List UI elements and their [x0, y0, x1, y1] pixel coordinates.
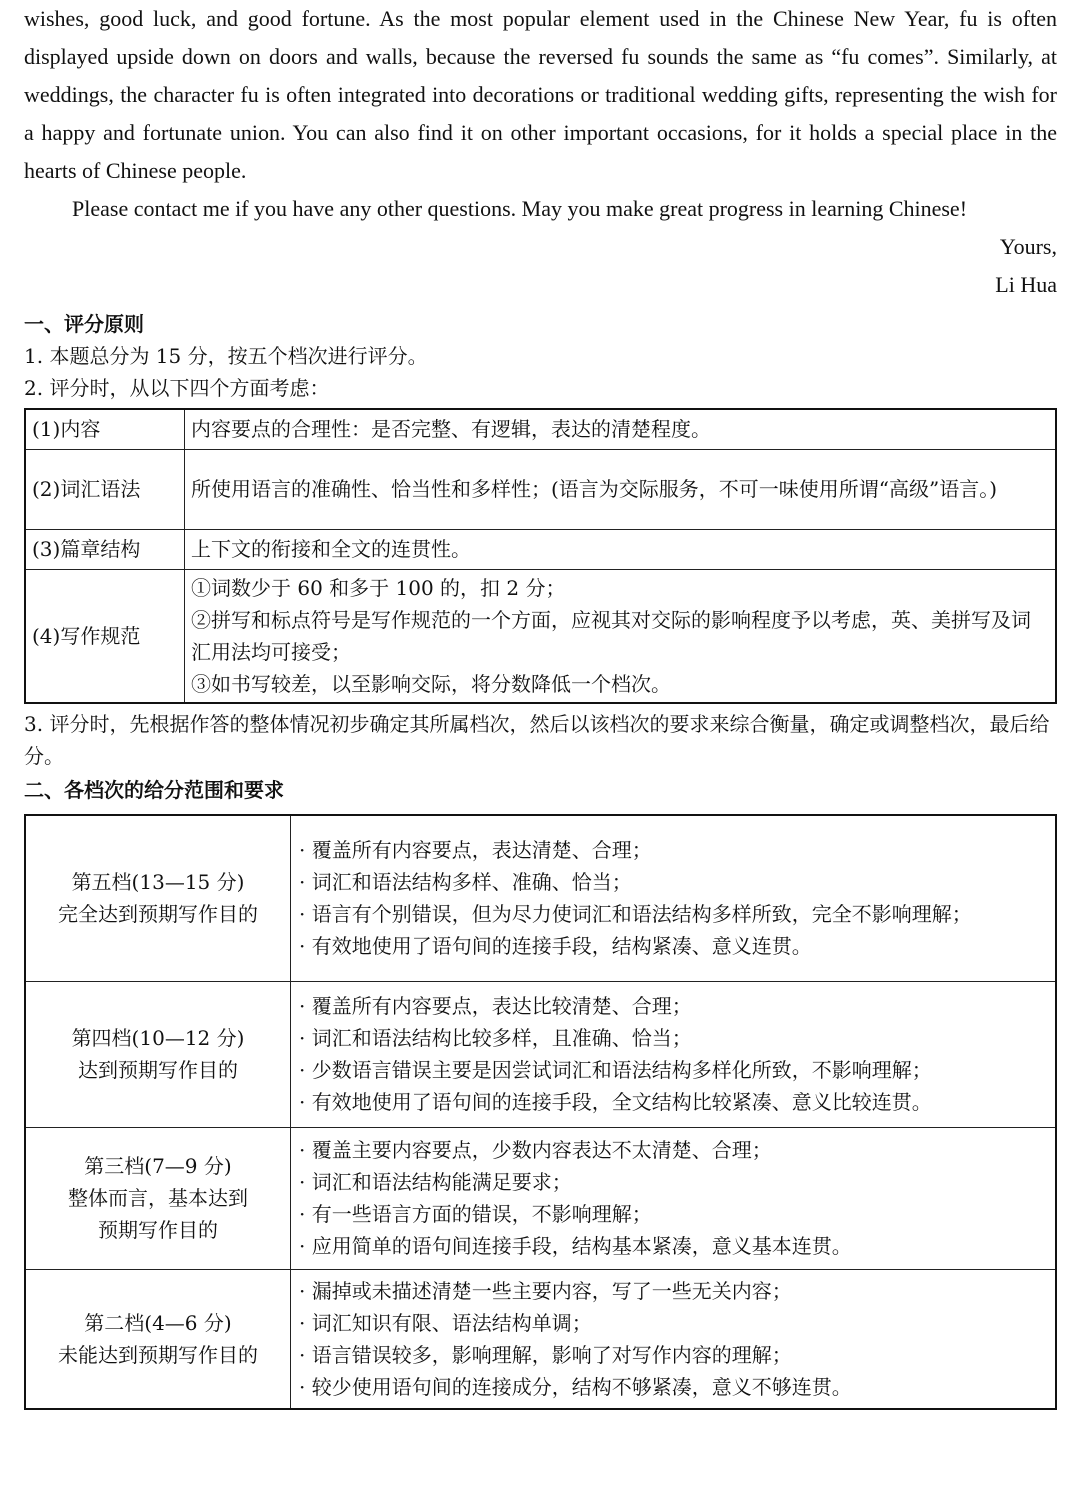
letter-signature: Li Hua — [995, 272, 1057, 297]
level-points — [291, 981, 1057, 1127]
level-point: · 语言错误较多，影响理解，影响了对写作内容的理解； — [299, 1342, 792, 1367]
level-point: · 词汇和语法结构能满足要求； — [299, 1170, 572, 1194]
criteria-line: 上下文的衔接和全文的连贯性。 — [191, 537, 471, 561]
score-levels-table — [24, 814, 1057, 1410]
criteria-value — [185, 569, 1057, 703]
principle-line-2: 2. 评分时，从以下四个方面考虑： — [24, 376, 330, 400]
level-title-line: 完全达到预期写作目的 — [58, 902, 258, 927]
level-point: · 少数语言错误主要是因尝试词汇和语法结构多样化所致，不影响理解； — [299, 1058, 932, 1082]
level-point: · 词汇和语法结构多样、准确、恰当； — [299, 870, 632, 895]
letter-closing: Yours, — [999, 234, 1057, 259]
letter-paragraph-1: wishes, good luck, and good fortune. As the most popular element used in the Chinese New Year, fu is often displayed upside down on doors and walls, because the reversed fu sounds the same as “fu comes”. Similarly, at weddings, the character fu is often integrated into decorations or traditional wedding gifts, representing the wish for a happy and fortunate union. You can also find it on other important occasions, for it holds a special place in the hearts of Chinese people. — [24, 6, 1057, 183]
criteria-line: ③如书写较差，以至影响交际，将分数降低一个档次。 — [191, 671, 671, 696]
criteria-line: ①词数少于 60 和多于 100 的，扣 2 分； — [191, 575, 566, 600]
document-page — [24, 0, 1057, 1410]
level-title-line: 第三档(7—9 分) — [84, 1154, 232, 1178]
table-row — [25, 409, 1056, 449]
level-point: · 较少使用语句间的连接成分，结构不够紧凑，意义不够连贯。 — [299, 1374, 852, 1399]
letter-paragraph-2: Please contact me if you have any other questions. May you make great progress in learning Chinese! — [72, 196, 968, 221]
criteria-table — [24, 408, 1057, 704]
level-points — [291, 1269, 1057, 1409]
criteria-value — [185, 409, 1057, 449]
level-point: · 词汇知识有限、语法结构单调； — [299, 1310, 592, 1335]
table-row — [25, 449, 1056, 529]
level-title-line: 第五档(13—15 分) — [71, 870, 245, 895]
criteria-value — [185, 529, 1057, 569]
level-point: · 词汇和语法结构比较多样，且准确、恰当； — [299, 1026, 692, 1050]
level-points — [291, 1127, 1057, 1269]
level-title — [25, 1127, 291, 1269]
table-row — [25, 569, 1056, 703]
level-title-line: 第二档(4—6 分) — [84, 1310, 232, 1335]
level-point: · 语言有个别错误，但为尽力使词汇和语法结构多样所致，完全不影响理解； — [299, 902, 972, 927]
table-row — [25, 1269, 1056, 1409]
criteria-line: 内容要点的合理性：是否完整、有逻辑，表达的清楚程度。 — [191, 417, 711, 442]
level-point: · 有效地使用了语句间的连接手段，全文结构比较紧凑、意义比较连贯。 — [299, 1090, 932, 1114]
level-point: · 有一些语言方面的错误，不影响理解； — [299, 1202, 652, 1226]
level-title-line: 达到预期写作目的 — [78, 1058, 238, 1082]
table-row — [25, 981, 1056, 1127]
section-heading-scoring-principles: 一、评分原则 — [24, 312, 144, 336]
criteria-line: 所使用语言的准确性、恰当性和多样性；(语言为交际服务，不可一味使用所谓“高级”语言。) — [191, 477, 998, 501]
level-title — [25, 1269, 291, 1409]
criteria-key: (2)词汇语法 — [25, 449, 185, 529]
criteria-key: (3)篇章结构 — [25, 529, 185, 569]
level-point: · 有效地使用了语句间的连接手段，结构紧凑、意义连贯。 — [299, 934, 812, 959]
table-row — [25, 1127, 1056, 1269]
criteria-key: (1)内容 — [25, 409, 185, 449]
level-title-line: 整体而言，基本达到 — [68, 1186, 248, 1210]
level-title — [25, 981, 291, 1127]
table-row — [25, 529, 1056, 569]
level-title-line: 预期写作目的 — [98, 1218, 218, 1242]
criteria-key: (4)写作规范 — [25, 569, 185, 703]
level-point: · 应用简单的语句间连接手段，结构基本紧凑，意义基本连贯。 — [299, 1234, 852, 1258]
level-title — [25, 815, 291, 981]
criteria-line: ②拼写和标点符号是写作规范的一个方面，应视其对交际的影响程度予以考虑，英、美拼写及词汇用法均可接受； — [191, 607, 1031, 664]
level-points — [291, 815, 1057, 981]
level-point: · 覆盖所有内容要点，表达清楚、合理； — [299, 838, 652, 863]
level-point: · 覆盖主要内容要点，少数内容表达不太清楚、合理； — [299, 1138, 772, 1162]
principle-line-1: 1. 本题总分为 15 分，按五个档次进行评分。 — [24, 344, 428, 368]
level-point: · 漏掉或未描述清楚一些主要内容，写了一些无关内容； — [299, 1278, 792, 1303]
principle-line-3: 3. 评分时，先根据作答的整体情况初步确定其所属档次，然后以该档次的要求来综合衡量，确定或调整档次，最后给分。 — [24, 712, 1050, 768]
section-heading-score-levels: 二、各档次的给分范围和要求 — [24, 778, 284, 802]
criteria-value — [185, 449, 1057, 529]
level-point: · 覆盖所有内容要点，表达比较清楚、合理； — [299, 994, 692, 1018]
level-title-line: 未能达到预期写作目的 — [58, 1342, 258, 1367]
level-title-line: 第四档(10—12 分) — [71, 1026, 245, 1050]
table-row — [25, 815, 1056, 981]
